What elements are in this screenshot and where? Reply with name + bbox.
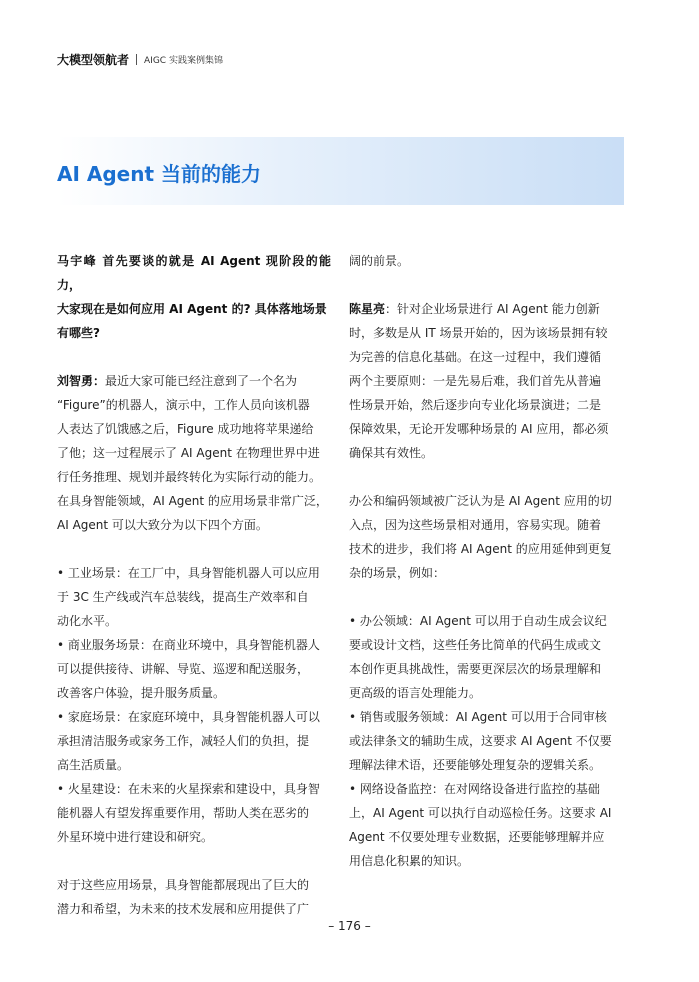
- bullet-line: • 家庭场景：在家庭环境中，具身智能机器人可以: [57, 710, 320, 724]
- text-line: 时，多数是从 IT 场景开始的，因为该场景拥有较: [349, 326, 608, 340]
- answer-first-line: [57, 369, 331, 393]
- bullet-line: • 火星建设：在未来的火星探索和建设中，具身智: [57, 782, 320, 796]
- text-line: AI Agent 可以大致分为以下四个方面。: [57, 518, 268, 532]
- text-line: 对于这些应用场景，具身智能都展现出了巨大的: [57, 878, 310, 892]
- question-line: 大家现在是如何应用 AI Agent 的? 具体落地场景: [57, 302, 327, 316]
- text-line: “Figure”的机器人，演示中，工作人员向该机器: [57, 398, 310, 412]
- bullet-line: 本创作更具挑战性，需要更深层次的场景理解和: [349, 662, 602, 676]
- text-line: 潜力和希望，为未来的技术发展和应用提供了广: [57, 902, 310, 916]
- text-line: 行任务推理、规划并最终转化为实际行动的能力。: [57, 470, 322, 484]
- text-line: 为完善的信息化基础。在这一过程中，我们遵循: [349, 350, 602, 364]
- bullet-line: 可以提供接待、讲解、导览、巡逻和配送服务，: [57, 662, 310, 676]
- bullet-line: 用信息化积累的知识。: [349, 854, 470, 868]
- bullet-line: • 销售或服务领域：AI Agent 可以用于合同审核: [349, 710, 607, 724]
- bullet-line: • 办公领域：AI Agent 可以用于自动生成会议纪: [349, 614, 607, 628]
- text-line: 人表达了饥饿感之后，Figure 成功地将苹果递给: [57, 422, 314, 436]
- text-line: 阔的前景。: [349, 254, 410, 268]
- question-line: 马宇峰 首先要谈的就是 AI Agent 现阶段的能力，: [57, 254, 331, 292]
- text-line: 两个主要原则：一是先易后难，我们首先从普遍: [349, 374, 602, 388]
- section-banner: [57, 137, 624, 205]
- bullet-line: • 商业服务场景：在商业环境中，具身智能机器人: [57, 638, 320, 652]
- text-line: 入点，因为这些场景相对通用，容易实现。随着: [349, 518, 602, 532]
- text-line: 确保其有效性。: [349, 446, 434, 460]
- bullet-line: 于 3C 生产线或汽车总装线，提高生产效率和自: [57, 590, 309, 604]
- header-divider: [136, 54, 137, 65]
- question-line: 有哪些?: [57, 326, 100, 340]
- bullet-line: 更高级的语言处理能力。: [349, 686, 482, 700]
- right-column: [349, 249, 623, 873]
- bullet-line: 改善客户体验，提升服务质量。: [57, 686, 226, 700]
- speaker-name: 陈星亮: [349, 302, 386, 316]
- book-subtitle: AIGC 实践案例集锦: [144, 56, 223, 66]
- answer-text: 最近大家可能已经注意到了一个名为: [105, 374, 298, 388]
- text-line: 了他；这一过程展示了 AI Agent 在物理世界中进: [57, 446, 320, 460]
- bullet-line: 理解法律术语，还要能够处理复杂的逻辑关系。: [349, 758, 602, 772]
- running-header: [57, 51, 223, 68]
- section-title: AI Agent 当前的能力: [57, 162, 262, 186]
- text-line: 技术的进步，我们将 AI Agent 的应用延伸到更复: [349, 542, 612, 556]
- bullet-line: • 网络设备监控：在对网络设备进行监控的基础: [349, 782, 600, 796]
- left-column: [57, 249, 331, 921]
- bullet-line: 动化水平。: [57, 614, 118, 628]
- bullet-line: 要或设计文档，这些任务比简单的代码生成或文: [349, 638, 602, 652]
- bullet-line: 能机器人有望发挥重要作用，帮助人类在恶劣的: [57, 806, 310, 820]
- bullet-line: 外星环境中进行建设和研究。: [57, 830, 214, 844]
- text-line: 办公和编码领域被广泛认为是 AI Agent 应用的切: [349, 494, 612, 508]
- text-line: 保障效果，无论开发哪种场景的 AI 应用，都必须: [349, 422, 609, 436]
- text-line: 性场景开始，然后逐步向专业化场景演进；二是: [349, 398, 602, 412]
- page-number: – 176 –: [328, 919, 371, 933]
- text-line: 杂的场景，例如：: [349, 566, 446, 580]
- bullet-line: • 工业场景：在工厂中，具身智能机器人可以应用: [57, 566, 320, 580]
- answer-text: ：针对企业场景进行 AI Agent 能力创新: [385, 302, 600, 316]
- bullet-line: 上，AI Agent 可以执行自动巡检任务。这要求 AI: [349, 806, 612, 820]
- speaker-name: 刘智勇：: [57, 374, 106, 388]
- bullet-line: 承担清洁服务或家务工作，减轻人们的负担，提: [57, 734, 310, 748]
- answer-first-line: [349, 297, 623, 321]
- bullet-line: 高生活质量。: [57, 758, 130, 772]
- text-line: 在具身智能领域，AI Agent 的应用场景非常广泛，: [57, 494, 328, 508]
- book-title: 大模型领航者: [57, 53, 130, 67]
- bullet-line: 或法律条文的辅助生成，这要求 AI Agent 不仅要: [349, 734, 612, 748]
- bullet-line: Agent 不仅要处理专业数据，还要能够理解并应: [349, 830, 605, 844]
